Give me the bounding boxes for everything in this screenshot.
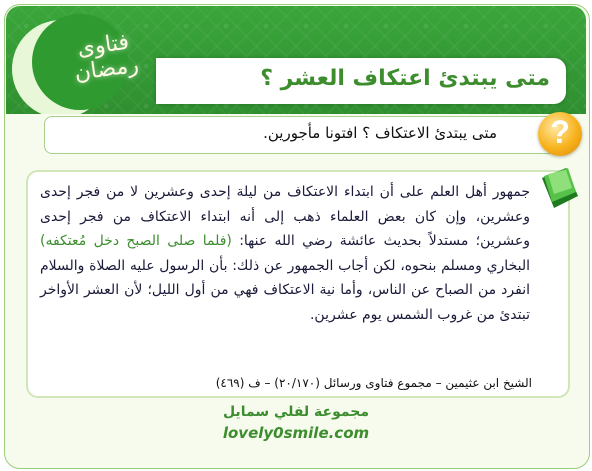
header-banner (6, 6, 586, 114)
question-title-bar (156, 58, 566, 104)
sub-question: متى يبتدئ الاعتكاف ؟ افتونا مأجورين. (263, 124, 497, 142)
source-citation: الشيخ ابن عثيمين – مجموع فتاوى ورسائل (٢٠/١٧٠) – ف (٤٦٩) (215, 376, 532, 390)
sub-question-bar (44, 116, 556, 154)
notes-icon (536, 164, 582, 214)
logo: فتاوى رمضان (72, 29, 141, 87)
answer-card (26, 170, 570, 398)
question-mark-icon: ? (538, 112, 582, 156)
footer-site-link[interactable]: lovely0smile.com (222, 424, 370, 442)
answer-part1: جمهور أهل العلم على أن ابتداء الاعتكاف من ليلة إحدى وعشرين لا من فجر إحدى وعشرين، وإن كان بعض العلماء ذهب إلى أنه ابتداء الاعتكاف من فجر إحدى وعشرين؛ مستدلاً بحديث عائشة رضي الله عنها: (40, 184, 530, 249)
question-title: متى يبتدئ اعتكاف العشر ؟ (260, 66, 550, 91)
answer-part2: البخاري ومسلم بنحوه، لكن أجاب الجمهور عن ذلك: بأن الرسول عليه الصلاة والسلام انفرد من الصباح عن الناس، وأما نية الاعتكاف فهي من أول الليل؛ لأن العشر الأواخر تبتدئ من غروب الشمس يوم عشرين. (40, 257, 530, 323)
answer-quote: (فلما صلى الصبح دخل مُعتكفه) (40, 233, 232, 249)
answer-text (40, 180, 530, 327)
footer-arabic: مجموعة لفلي سمايل (222, 404, 370, 420)
